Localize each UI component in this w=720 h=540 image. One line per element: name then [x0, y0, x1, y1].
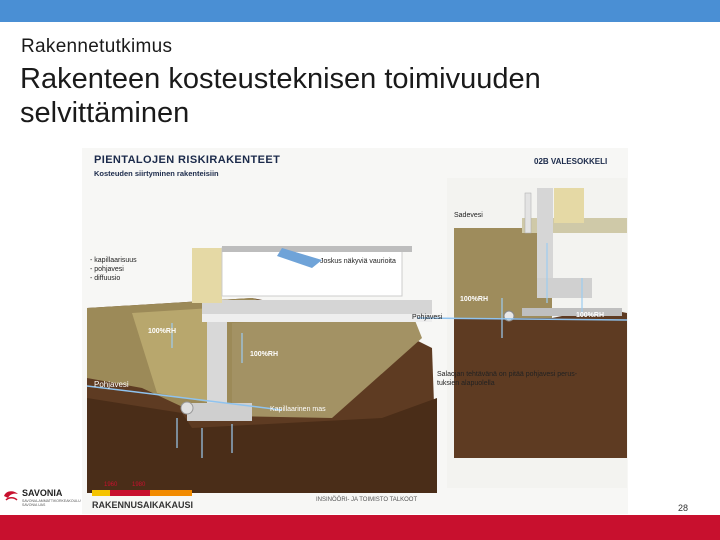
logo-subtitle: SAVONIA-AMMATTIKORKEAKOULU SAVONIA UAS — [22, 499, 81, 507]
rh-label-right-1: 100%RH — [460, 296, 489, 303]
top-accent-bar — [0, 0, 720, 22]
rh-label-left-1: 100%RH — [148, 328, 177, 335]
era-year-end: 1980 — [132, 482, 146, 488]
figure-subheading: Kosteuden siirtyminen rakenteisiin — [94, 169, 219, 178]
figure-right-heading: 02B VALESOKKELI — [534, 157, 608, 166]
era-timeline-bar — [92, 480, 192, 516]
capillary-label: Kapillaarinen mas — [270, 406, 326, 413]
partner-logo-text: INSINÖÖRI- JA TOIMISTO TALKOOT — [316, 497, 418, 503]
structure-illustration — [82, 148, 628, 514]
list-item: - kapillaarisuus — [90, 257, 137, 264]
rh-label-right-2: 100%RH — [576, 312, 605, 319]
page-number: 28 — [678, 503, 689, 513]
slide-title: Rakenteen kosteusteknisen toimivuuden selvittäminen — [20, 63, 541, 129]
logo-name: SAVONIA — [22, 488, 63, 498]
moisture-mechanism-list — [90, 256, 137, 283]
rh-label-left-2: 100%RH — [250, 351, 279, 358]
rain-label: Sadevesi — [454, 212, 483, 219]
bottom-accent-bar — [0, 515, 720, 540]
era-label: RAKENNUSAIKAKAUSI — [92, 500, 194, 510]
groundwater-label-right: Pohjavesi — [412, 314, 443, 321]
list-item: - diffuusio — [90, 275, 121, 282]
era-year-start: 1960 — [104, 482, 118, 488]
figure-heading: PIENTALOJEN RISKIRAKENTEET — [94, 154, 281, 166]
damage-label: Joskus näkyviä vaurioita — [320, 258, 396, 265]
drainage-note: Salaojan tehtävänä on pitää pohjavesi perus- tuksien alapuolella — [437, 371, 578, 387]
slide-kicker: Rakennetutkimus — [21, 36, 173, 57]
list-item: - pohjavesi — [90, 266, 124, 273]
savonia-emblem-icon — [2, 488, 20, 504]
groundwater-label-left: Pohjavesi — [94, 380, 129, 389]
